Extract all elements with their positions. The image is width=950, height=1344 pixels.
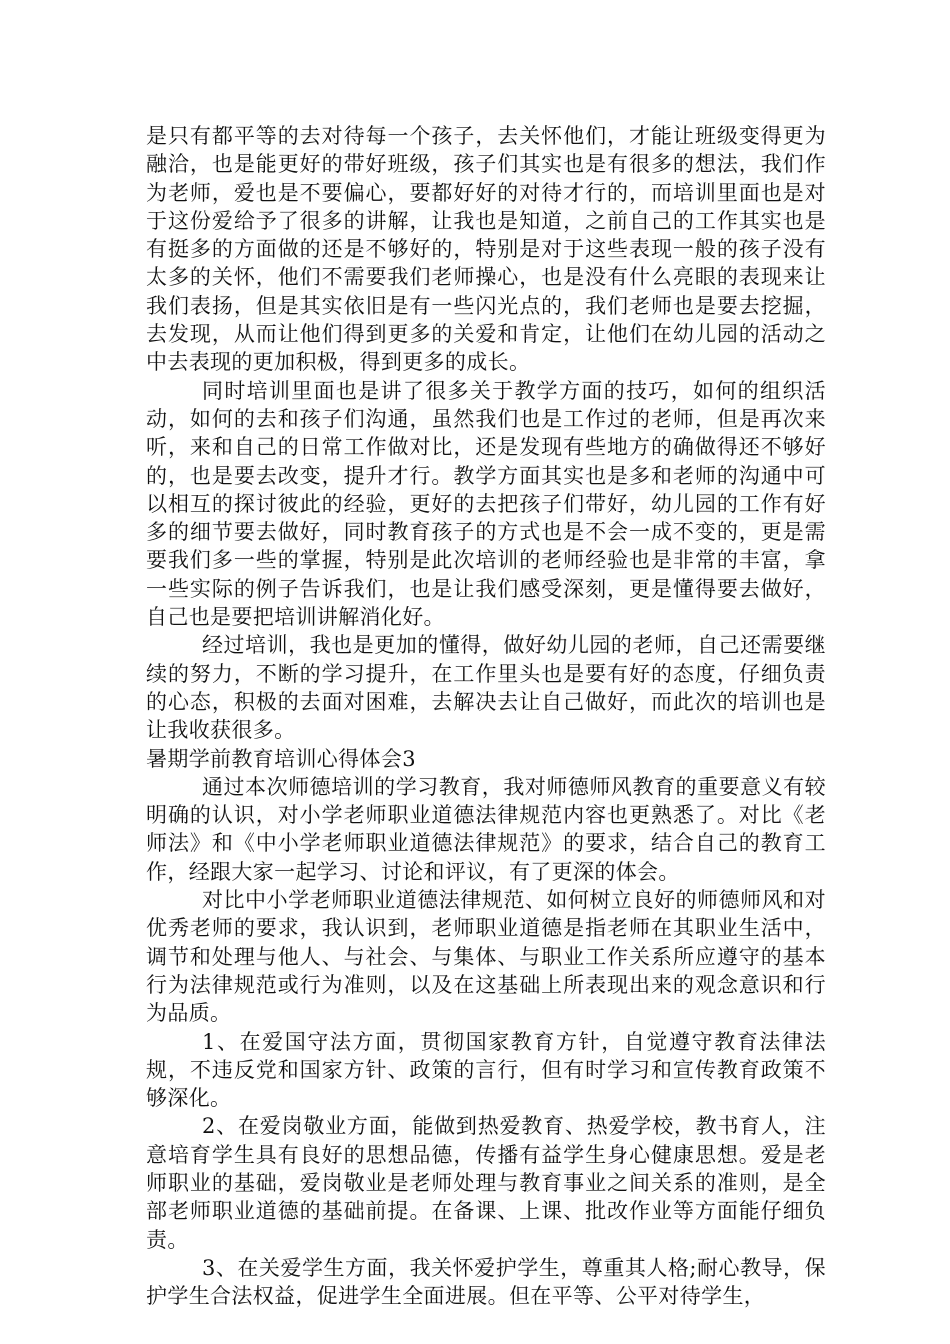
paragraph-conclusion: 经过培训，我也是更加的懂得，做好幼儿园的老师，自己还需要继续的努力，不断的学习提升，在工作里头也是要有好的态度，仔细负责的心态，积极的去面对困难，去解决去让自己做好，而此次的培训也是让我收获很多。 [146, 633, 826, 743]
paragraph-continued: 是只有都平等的去对待每一个孩子，去关怀他们，才能让班级变得更为融洽，也是能更好的带好班级，孩子们其实也是有很多的想法，我们作为老师，爱也是不要偏心，要都好好的对待才行的，而培训里面也是对于这份爱给予了很多的讲解，让我也是知道，之前自己的工作其实也是有挺多的方面做的还是不够好的，特别是对于这些表现一般的孩子没有太多的关怀，他们不需要我们老师操心，也是没有什么亮眼的表现来让我们表扬，但是其实依旧是有一些闪光点的，我们老师也是要去挖掘，去发现，从而让他们得到更多的关爱和肯定，让他们在幼儿园的活动之中去表现的更加积极，得到更多的成长。 [146, 124, 826, 375]
paragraph-ethics-definition: 对比中小学老师职业道德法律规范、如何树立良好的师德师风和对优秀老师的要求，我认识到，老师职业道德是指老师在其职业生活中，调节和处理与他人、与社会、与集体、与职业工作关系所应遵守的基本行为法律规范或行为准则，以及在这基础上所表现出来的观念意识和行为品质。 [146, 888, 826, 1026]
list-item-point-1: 1、在爱国守法方面，贯彻国家教育方针，自觉遵守教育法律法规，不违反党和国家方针、政策的言行，但有时学习和宣传教育政策不够深化。 [146, 1029, 826, 1111]
paragraph-intro: 通过本次师德培训的学习教育，我对师德师风教育的重要意义有较明确的认识，对小学老师职业道德法律规范内容也更熟悉了。对比《老师法》和《中小学老师职业道德法律规范》的要求，结合自己的教育工作，经跟大家一起学习、讨论和评议，有了更深的体会。 [146, 774, 826, 884]
paragraph-teaching-skills: 同时培训里面也是讲了很多关于教学方面的技巧，如何的组织活动，如何的去和孩子们沟通，虽然我们也是工作过的老师，但是再次来听，来和自己的日常工作做对比，还是发现有些地方的确做得还不够好的，也是要去改变，提升才行。教学方面其实也是多和老师的沟通中可以相互的探讨彼此的经验，更好的去把孩子们带好，幼儿园的工作有好多的细节要去做好，同时教育孩子的方式也是不会一成不变的，更是需要我们多一些的掌握，特别是此次培训的老师经验也是非常的丰富，拿一些实际的例子告诉我们，也是让我们感受深刻，更是懂得要去做好，自己也是要把培训讲解消化好。 [146, 378, 826, 630]
list-item-point-2: 2、在爱岗敬业方面，能做到热爱教育、热爱学校，教书育人，注意培育学生具有良好的思想品德，传播有益学生身心健康思想。爱是老师职业的基础，爱岗敬业是老师处理与教育事业之间关系的准则，是全部老师职业道德的基础前提。在备课、上课、批改作业等方面能仔细负责。 [146, 1114, 826, 1252]
list-item-point-3: 3、在关爱学生方面，我关怀爱护学生，尊重其人格;耐心教导，保护学生合法权益，促进学生全面进展。但在平等、公平对待学生， [146, 1255, 826, 1309]
section-title: 暑期学前教育培训心得体会3 [146, 746, 416, 771]
document-body [146, 122, 826, 1310]
